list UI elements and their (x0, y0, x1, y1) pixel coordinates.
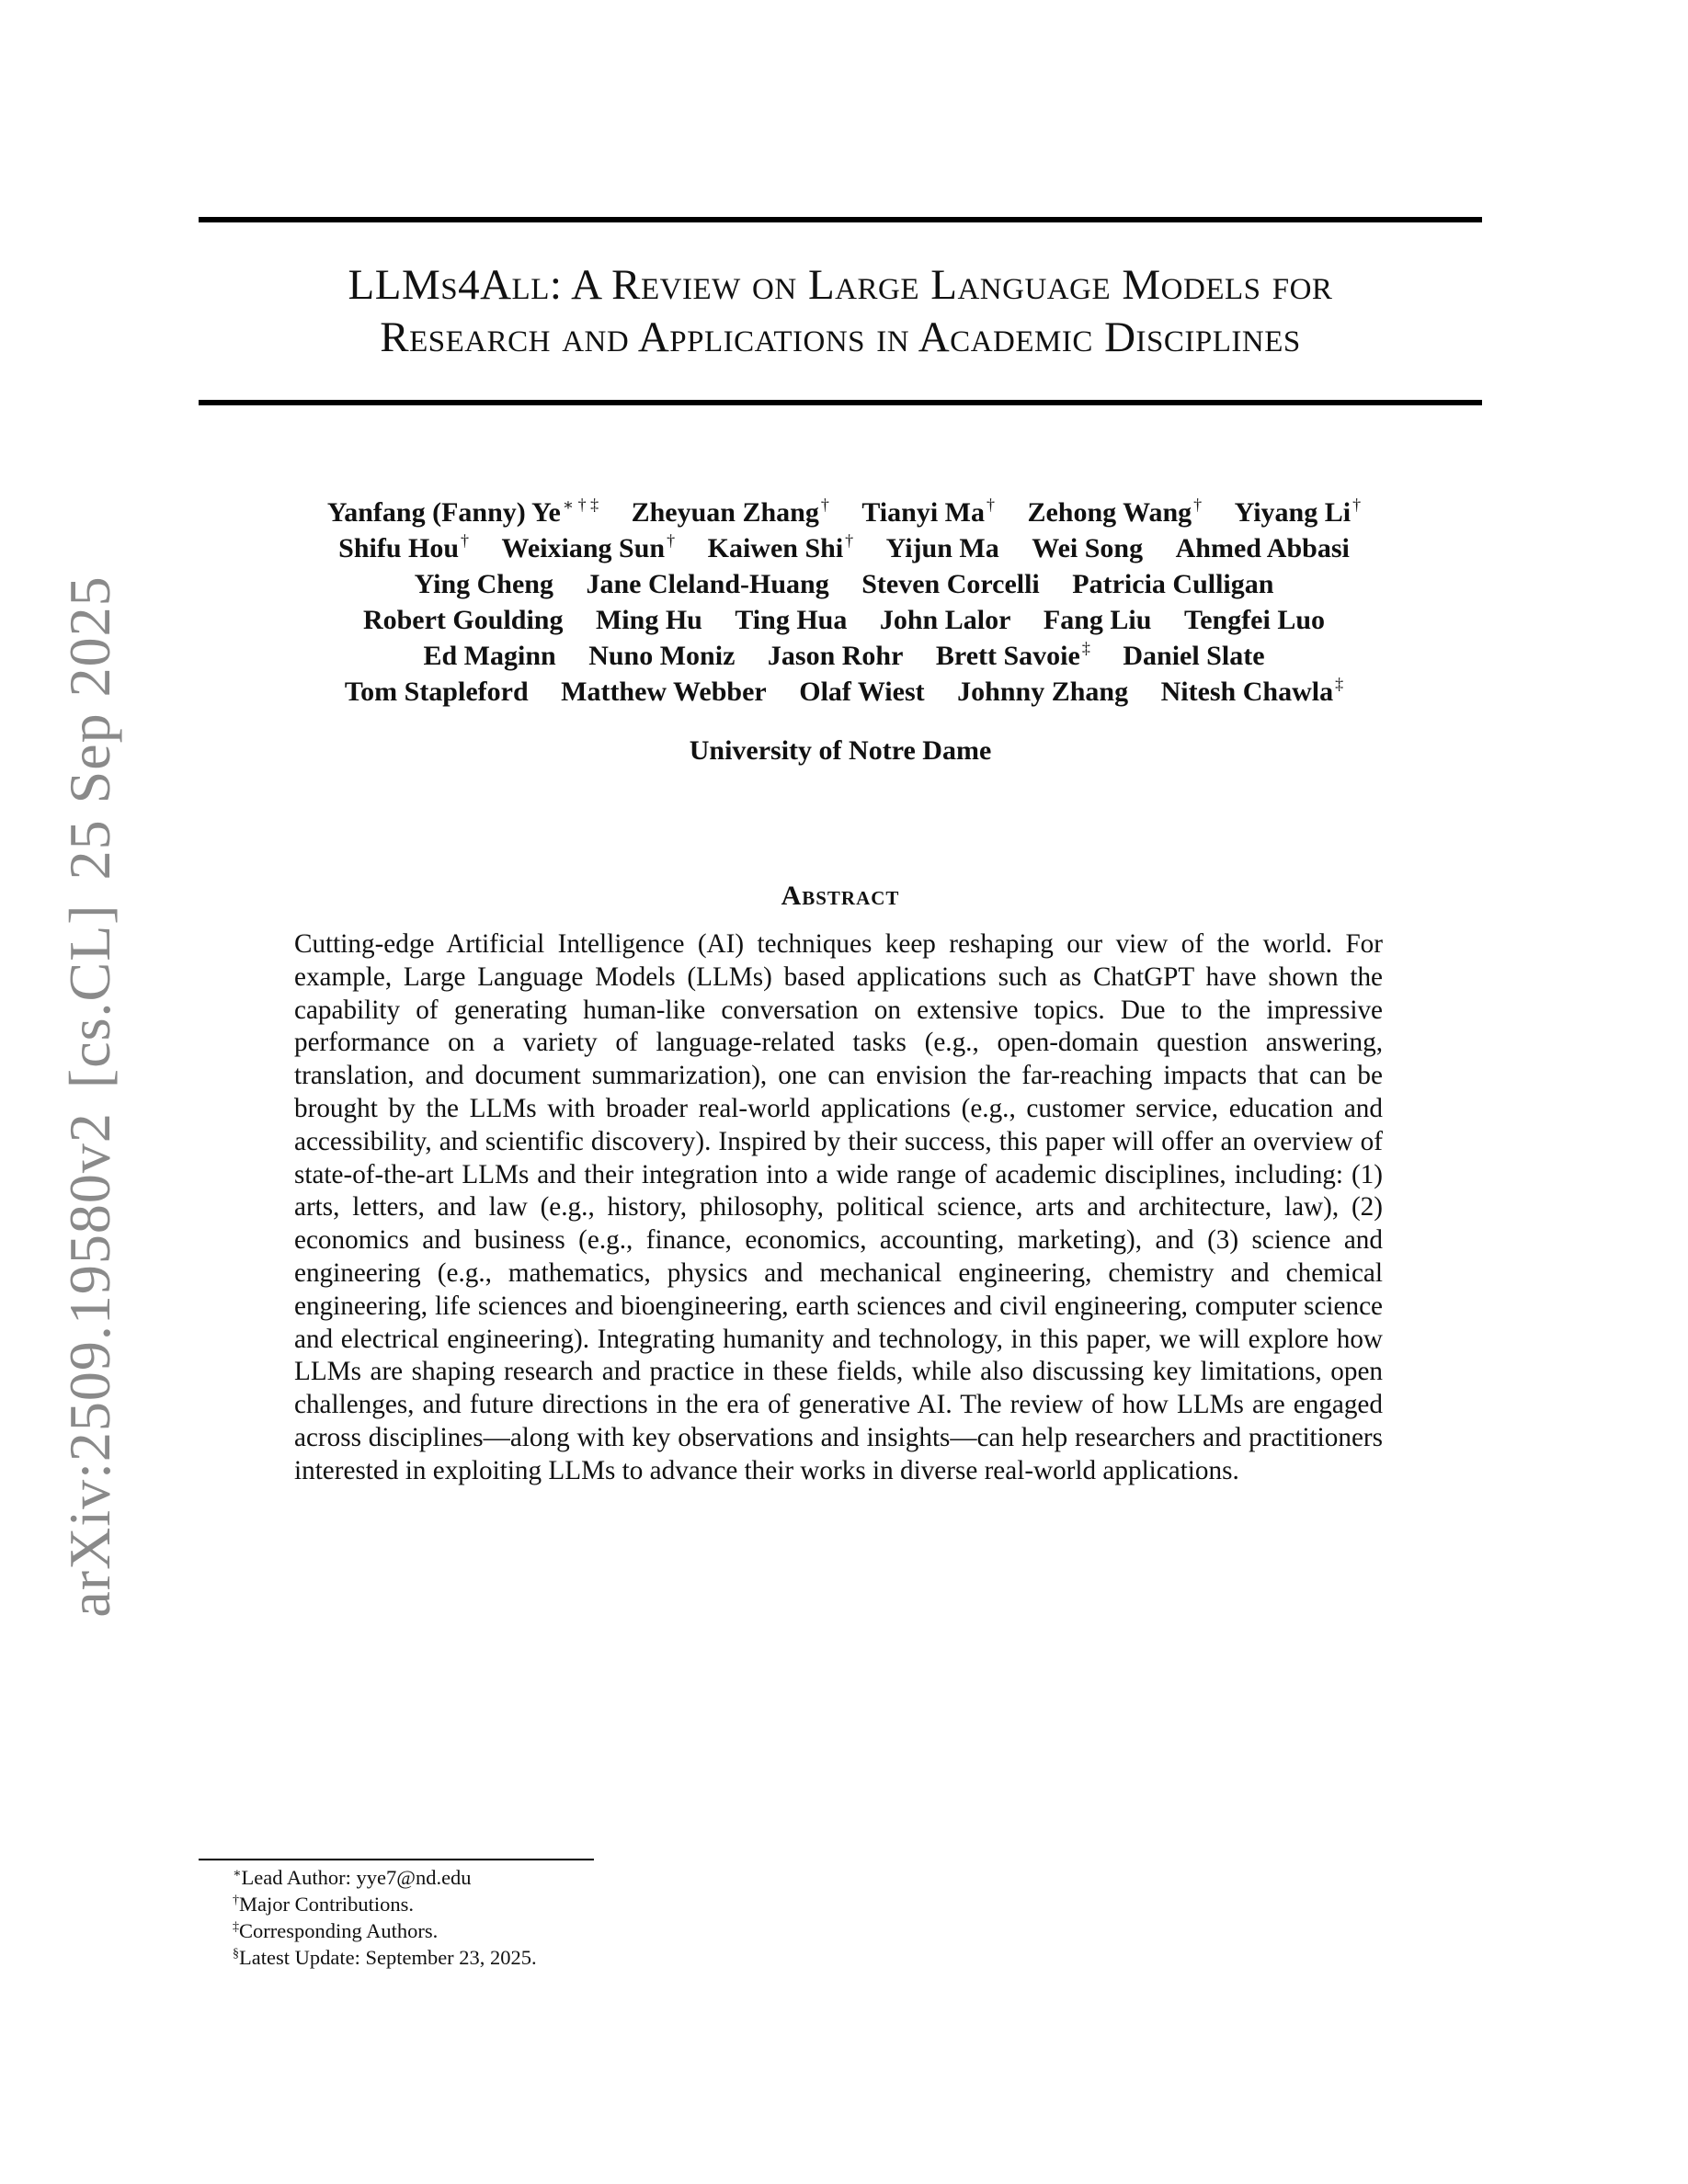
author-marks: ∗ † ‡ (562, 495, 599, 514)
paper-title (199, 259, 1482, 364)
author-marks: † (820, 495, 829, 514)
arxiv-identifier: arXiv:2509.19580v2 (57, 1112, 122, 1618)
author-marks: † (986, 495, 995, 514)
author-name: Nuno Moniz (588, 641, 736, 671)
author (1027, 495, 1202, 530)
title-rule-bottom (199, 400, 1482, 405)
footnote-text: Lead Author: yye7@nd.edu (241, 1866, 472, 1889)
footnote-text: Major Contributions. (239, 1893, 414, 1916)
author-name: Robert Goulding (362, 605, 564, 635)
author-name: Ed Maginn (423, 641, 556, 671)
author (886, 530, 999, 566)
footnote-rule (199, 1859, 594, 1860)
title-line-1: LLMs4All: A Review on Large Language Models for (348, 261, 1333, 309)
author-name: Tengfei Luo (1183, 605, 1326, 635)
author (1184, 602, 1325, 638)
footnote-mark: ‡ (233, 1920, 239, 1934)
author-name: Kaiwen Shi (707, 533, 844, 563)
author-name: Yiyang Li (1234, 497, 1352, 528)
author-marks: ‡ (1081, 639, 1090, 657)
author-name: Wei Song (1032, 533, 1144, 563)
author-name: Yanfang (Fanny) Ye (326, 497, 561, 528)
author (768, 638, 904, 674)
author-name: Brett Savoie (935, 641, 1080, 671)
author (363, 602, 564, 638)
author (1235, 495, 1361, 530)
author-marks: † (461, 531, 470, 550)
author (799, 674, 924, 710)
footnotes (233, 1864, 537, 1971)
author (708, 530, 854, 566)
author-row-4 (276, 602, 1412, 638)
author (1032, 530, 1143, 566)
author-marks: † (1352, 495, 1362, 514)
author (588, 638, 735, 674)
author-name: Weixiang Sun (501, 533, 666, 563)
author (861, 566, 1040, 602)
author-name: Shifu Hou (338, 533, 460, 563)
author (596, 602, 702, 638)
abstract-heading: Abstract (781, 881, 900, 911)
author-name: Jason Rohr (767, 641, 904, 671)
footnote-text: Corresponding Authors. (239, 1919, 439, 1942)
author (632, 495, 829, 530)
abstract-text: Cutting-edge Artificial Intelligence (AI) techniques keep reshaping our view of the world. For example, Large Language Models (LLMs) based applications such as ChatGPT have shown the capability of generating human-like conversation on extensive topics. Due to the impressive performance on a variety of language-related tasks (e.g., open-domain question answering, translation, and document summarization), one can envision the far-reaching impacts that can be brought by the LLMs with broader real-world applications (e.g., customer service, education and accessibility, and scientific discovery). Inspired by their success, this paper will offer an overview of state-of-the-art LLMs and their integration into a wide range of academic disciplines, including: (1) arts, letters, and law (e.g., history, philosophy, political science, arts and architecture, law), (2) economics and business (e.g., finance, economics, accounting, marketing), and (3) science and engineering (e.g., mathematics, physics and mechanical engineering, chemistry and chemical engineering, life sciences and bioengineering, earth sciences and civil engineering, computer science and electrical engineering). Integrating humanity and technology, in this paper, we will explore how LLMs are shaping research and practice in these fields, while also discussing key limitations, open challenges, and future directions in the era of generative AI. The review of how LLMs are engaged across disciplines—along with key observations and insights—can help researchers and practitioners interested in exploiting LLMs to advance their works in diverse real-world applications. (294, 929, 1383, 1485)
author-name: John Lalor (879, 605, 1011, 635)
author (561, 674, 767, 710)
author (586, 566, 828, 602)
footnote-mark: ∗ (233, 1867, 242, 1881)
author (415, 566, 553, 602)
author (1044, 602, 1152, 638)
author (735, 602, 847, 638)
arxiv-date: 25 Sep 2025 (57, 575, 122, 881)
author (423, 638, 555, 674)
author-marks: † (667, 531, 676, 550)
footnote-text: Latest Update: September 23, 2025. (239, 1946, 537, 1969)
author (1176, 530, 1350, 566)
author-name: Johnny Zhang (957, 677, 1129, 707)
author-name: Jane Cleland-Huang (586, 569, 829, 599)
author (957, 674, 1128, 710)
author-name: Ahmed Abbasi (1175, 533, 1350, 563)
author-name: Ying Cheng (414, 569, 553, 599)
footnote-mark: § (233, 1947, 239, 1961)
author-marks: † (1193, 495, 1203, 514)
author-row-5 (276, 638, 1412, 674)
author-name: Zheyuan Zhang (631, 497, 819, 528)
arxiv-stamp (56, 552, 124, 1617)
author (1123, 638, 1264, 674)
author (936, 638, 1090, 674)
author (327, 495, 599, 530)
author-row-3 (276, 566, 1412, 602)
author (502, 530, 676, 566)
author (880, 602, 1011, 638)
author-name: Zehong Wang (1027, 497, 1192, 528)
author (345, 674, 529, 710)
author-name: Daniel Slate (1123, 641, 1265, 671)
footnote (233, 1944, 537, 1971)
author (1072, 566, 1273, 602)
author-name: Fang Liu (1043, 605, 1152, 635)
author-list (276, 495, 1412, 710)
author-name: Ting Hua (735, 605, 848, 635)
author-row-2 (276, 530, 1412, 566)
title-rule-top (199, 217, 1482, 222)
arxiv-category: [cs.CL] (57, 904, 122, 1089)
footnote (233, 1917, 537, 1944)
footnote (233, 1864, 537, 1891)
author-name: Yijun Ma (885, 533, 999, 563)
author-name: Olaf Wiest (799, 677, 925, 707)
author-marks: † (845, 531, 854, 550)
author-name: Nitesh Chawla (1160, 677, 1334, 707)
affiliation: University of Notre Dame (689, 735, 992, 766)
author-row-1 (276, 495, 1412, 530)
author-name: Steven Corcelli (861, 569, 1040, 599)
author (338, 530, 469, 566)
author (861, 495, 995, 530)
author (1161, 674, 1344, 710)
footnote (233, 1891, 537, 1917)
footnote-mark: † (233, 1894, 239, 1907)
author-name: Matthew Webber (561, 677, 767, 707)
author-marks: ‡ (1335, 675, 1344, 693)
author-name: Tianyi Ma (861, 497, 985, 528)
title-line-2: Research and Applications in Academic Disciplines (380, 313, 1301, 361)
author-name: Tom Stapleford (344, 677, 529, 707)
author-row-6 (276, 674, 1412, 710)
author-name: Patricia Culligan (1072, 569, 1274, 599)
author-name: Ming Hu (595, 605, 702, 635)
